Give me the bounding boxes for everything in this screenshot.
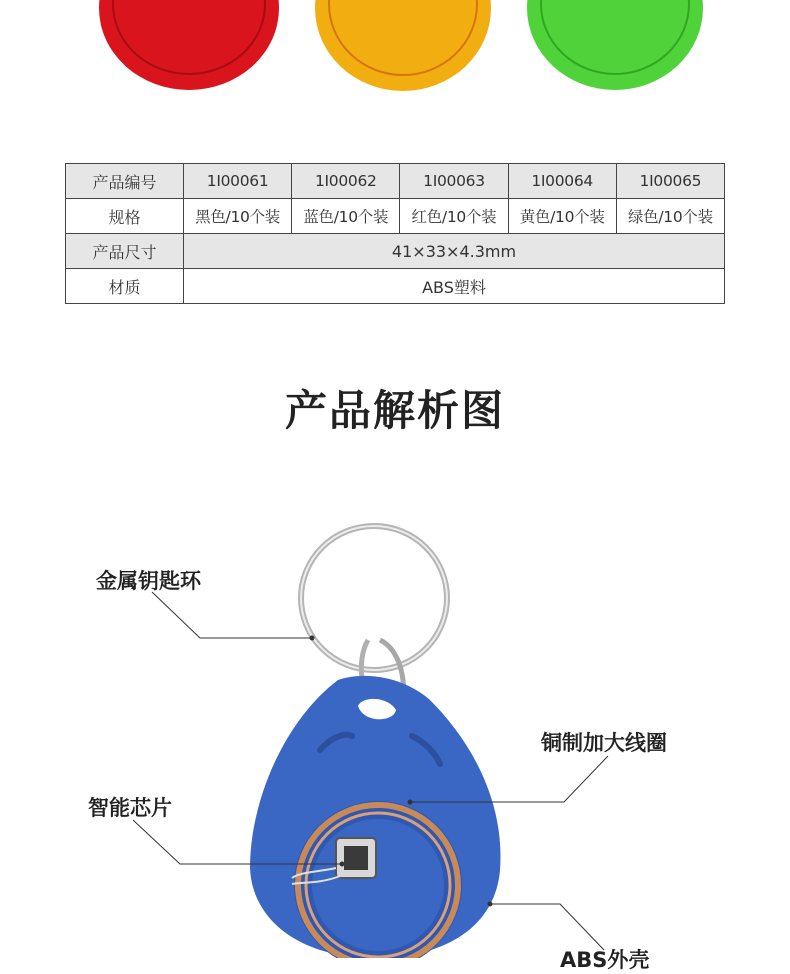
row-label: 产品尺寸 [66, 234, 184, 269]
table-row-size [66, 234, 725, 269]
table-cell: 黄色/10个装 [508, 199, 616, 234]
leader-dot-chip [340, 862, 345, 867]
leader-dot-coil [408, 800, 413, 805]
callout-metal-ring: 金属钥匙环 [96, 569, 201, 593]
table-cell: 1I00064 [508, 164, 616, 199]
table-cell: 红色/10个装 [400, 199, 508, 234]
red-token [99, 0, 279, 90]
table-cell: 1I00061 [184, 164, 292, 199]
spec-table [65, 163, 725, 304]
color-tokens-top [0, 0, 790, 110]
leader-dot-ring [310, 636, 315, 641]
row-label: 材质 [66, 269, 184, 304]
keyfob-diagram [0, 470, 790, 958]
table-row-spec [66, 199, 725, 234]
green-token [527, 0, 703, 90]
table-cell: 蓝色/10个装 [292, 199, 400, 234]
callout-smart-chip: 智能芯片 [88, 796, 172, 820]
section-title: 产品解析图 [284, 386, 505, 435]
size-value: 41×33×4.3mm [184, 234, 725, 269]
table-row-product-code [66, 164, 725, 199]
row-label: 产品编号 [66, 164, 184, 199]
table-cell: 1I00065 [616, 164, 724, 199]
material-value: ABS塑料 [184, 269, 725, 304]
table-cell: 绿色/10个装 [616, 199, 724, 234]
yellow-token [315, 0, 491, 91]
leader-dot-shell [488, 902, 493, 907]
leader-line-ring [152, 592, 312, 638]
table-cell: 1I00063 [400, 164, 508, 199]
callout-abs-shell: ABS外壳 [560, 948, 650, 972]
table-cell: 1I00062 [292, 164, 400, 199]
callout-copper-coil: 铜制加大线圈 [541, 731, 667, 755]
table-cell: 黑色/10个装 [184, 199, 292, 234]
row-label: 规格 [66, 199, 184, 234]
table-row-material [66, 269, 725, 304]
